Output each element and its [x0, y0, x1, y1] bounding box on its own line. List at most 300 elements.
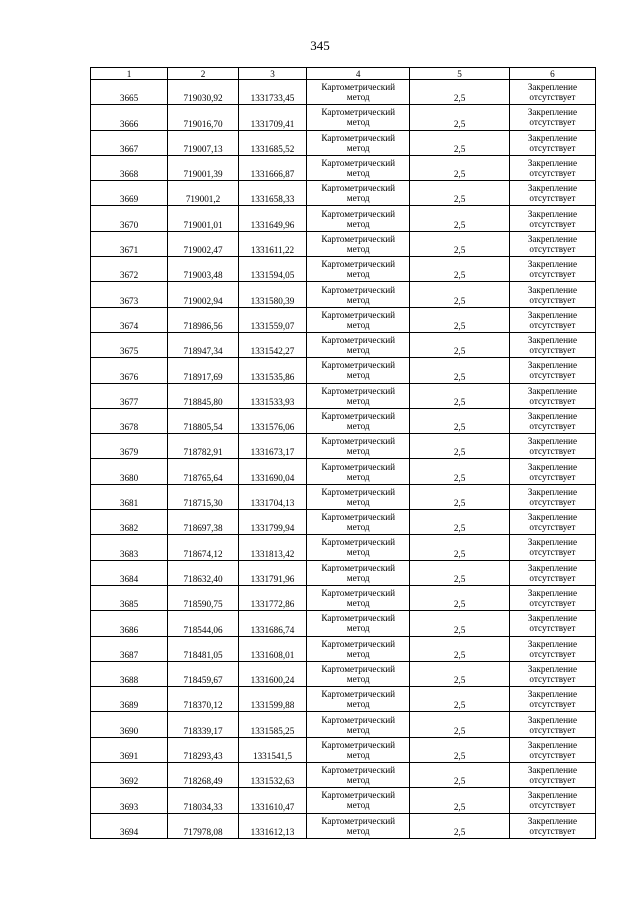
x-coordinate-cell: 718986,56	[168, 307, 239, 332]
y-coordinate-cell: 1331690,04	[239, 459, 307, 484]
x-coordinate-cell: 718544,06	[168, 611, 239, 636]
table-row	[91, 611, 596, 636]
x-coordinate-cell: 719003,48	[168, 257, 239, 282]
table-row	[91, 231, 596, 256]
method-cell	[306, 358, 409, 383]
x-coordinate-cell: 719001,01	[168, 206, 239, 231]
x-coordinate-cell: 718697,38	[168, 510, 239, 535]
fixing-cell	[509, 712, 595, 737]
method-cell	[306, 459, 409, 484]
table-row	[91, 737, 596, 762]
method-cell	[306, 611, 409, 636]
method-line: Картометрический	[321, 739, 396, 750]
fixing-cell	[509, 585, 595, 610]
fixing-line: отсутствует	[529, 724, 576, 735]
method-cell	[306, 231, 409, 256]
fixing-line: отсутствует	[529, 572, 576, 583]
x-coordinate-cell: 718481,05	[168, 636, 239, 661]
method-line: Картометрический	[321, 663, 396, 674]
method-line: Картометрический	[321, 815, 396, 826]
y-coordinate-cell: 1331649,96	[239, 206, 307, 231]
fixing-line: отсутствует	[529, 294, 576, 305]
method-line: метод	[346, 724, 370, 735]
accuracy-cell: 2,5	[410, 712, 509, 737]
table-row	[91, 383, 596, 408]
point-number-cell: 3691	[91, 737, 168, 762]
method-line: метод	[346, 648, 370, 659]
table-row	[91, 560, 596, 585]
table-row	[91, 257, 596, 282]
point-number-cell: 3680	[91, 459, 168, 484]
column-header: 2	[168, 68, 239, 80]
y-coordinate-cell: 1331658,33	[239, 181, 307, 206]
point-number-cell: 3690	[91, 712, 168, 737]
fixing-line: Закрепление	[527, 765, 578, 776]
fixing-line: отсутствует	[529, 345, 576, 356]
table-row	[91, 484, 596, 509]
fixing-line: отсутствует	[529, 673, 576, 684]
y-coordinate-cell: 1331559,07	[239, 307, 307, 332]
x-coordinate-cell: 718782,91	[168, 434, 239, 459]
method-line: Картометрический	[321, 82, 396, 93]
fixing-line: Закрепление	[527, 360, 578, 371]
point-number-cell: 3665	[91, 80, 168, 105]
x-coordinate-cell: 718632,40	[168, 560, 239, 585]
column-header: 5	[410, 68, 509, 80]
method-cell	[306, 560, 409, 585]
point-number-cell: 3666	[91, 105, 168, 130]
method-line: метод	[346, 294, 370, 305]
method-line: метод	[346, 598, 370, 609]
x-coordinate-cell: 719001,2	[168, 181, 239, 206]
fixing-line: Закрепление	[527, 82, 578, 93]
fixing-line: отсутствует	[529, 395, 576, 406]
fixing-line: отсутствует	[529, 92, 576, 103]
point-number-cell: 3673	[91, 282, 168, 307]
point-number-cell: 3681	[91, 484, 168, 509]
point-number-cell: 3667	[91, 130, 168, 155]
accuracy-cell: 2,5	[410, 737, 509, 762]
accuracy-cell: 2,5	[410, 611, 509, 636]
method-line: Картометрический	[321, 512, 396, 523]
method-cell	[306, 434, 409, 459]
point-number-cell: 3676	[91, 358, 168, 383]
accuracy-cell: 2,5	[410, 155, 509, 180]
y-coordinate-cell: 1331772,86	[239, 585, 307, 610]
method-line: метод	[346, 547, 370, 558]
fixing-line: Закрепление	[527, 208, 578, 219]
point-number-cell: 3671	[91, 231, 168, 256]
x-coordinate-cell: 719001,39	[168, 155, 239, 180]
accuracy-cell: 2,5	[410, 408, 509, 433]
x-coordinate-cell: 718293,43	[168, 737, 239, 762]
fixing-cell	[509, 408, 595, 433]
point-number-cell: 3692	[91, 763, 168, 788]
method-line: Картометрический	[321, 638, 396, 649]
x-coordinate-cell: 718590,75	[168, 585, 239, 610]
fixing-cell	[509, 763, 595, 788]
method-line: Картометрический	[321, 436, 396, 447]
fixing-cell	[509, 332, 595, 357]
y-coordinate-cell: 1331532,63	[239, 763, 307, 788]
method-cell	[306, 510, 409, 535]
y-coordinate-cell: 1331580,39	[239, 282, 307, 307]
fixing-line: Закрепление	[527, 335, 578, 346]
y-coordinate-cell: 1331686,74	[239, 611, 307, 636]
method-cell	[306, 763, 409, 788]
fixing-line: Закрепление	[527, 638, 578, 649]
accuracy-cell: 2,5	[410, 484, 509, 509]
fixing-cell	[509, 535, 595, 560]
point-number-cell: 3685	[91, 585, 168, 610]
y-coordinate-cell: 1331594,05	[239, 257, 307, 282]
method-cell	[306, 257, 409, 282]
method-line: Картометрический	[321, 461, 396, 472]
method-line: метод	[346, 218, 370, 229]
point-number-cell: 3679	[91, 434, 168, 459]
fixing-line: отсутствует	[529, 598, 576, 609]
x-coordinate-cell: 718674,12	[168, 535, 239, 560]
fixing-line: отсутствует	[529, 471, 576, 482]
fixing-line: Закрепление	[527, 790, 578, 801]
method-line: метод	[346, 673, 370, 684]
fixing-line: отсутствует	[529, 775, 576, 786]
accuracy-cell: 2,5	[410, 560, 509, 585]
method-line: Картометрический	[321, 562, 396, 573]
method-cell	[306, 737, 409, 762]
method-line: Картометрический	[321, 208, 396, 219]
method-line: Картометрический	[321, 689, 396, 700]
fixing-line: Закрепление	[527, 663, 578, 674]
accuracy-cell: 2,5	[410, 763, 509, 788]
method-line: метод	[346, 168, 370, 179]
table-row	[91, 585, 596, 610]
y-coordinate-cell: 1331576,06	[239, 408, 307, 433]
x-coordinate-cell: 718805,54	[168, 408, 239, 433]
method-line: метод	[346, 775, 370, 786]
method-line: Картометрический	[321, 486, 396, 497]
fixing-line: Закрепление	[527, 613, 578, 624]
method-line: Картометрический	[321, 233, 396, 244]
y-coordinate-cell: 1331612,13	[239, 813, 307, 838]
fixing-cell	[509, 687, 595, 712]
accuracy-cell: 2,5	[410, 459, 509, 484]
fixing-line: Закрепление	[527, 132, 578, 143]
y-coordinate-cell: 1331791,96	[239, 560, 307, 585]
fixing-line: Закрепление	[527, 259, 578, 270]
column-header: 6	[509, 68, 595, 80]
point-number-cell: 3684	[91, 560, 168, 585]
y-coordinate-cell: 1331533,93	[239, 383, 307, 408]
fixing-cell	[509, 788, 595, 813]
fixing-line: отсутствует	[529, 446, 576, 457]
method-cell	[306, 661, 409, 686]
accuracy-cell: 2,5	[410, 206, 509, 231]
fixing-line: Закрепление	[527, 411, 578, 421]
method-cell	[306, 687, 409, 712]
method-line: метод	[346, 117, 370, 128]
table-row	[91, 408, 596, 433]
fixing-line: Закрепление	[527, 284, 578, 295]
method-cell	[306, 206, 409, 231]
method-line: Картометрический	[321, 284, 396, 295]
accuracy-cell: 2,5	[410, 257, 509, 282]
method-line: метод	[346, 142, 370, 153]
x-coordinate-cell: 718917,69	[168, 358, 239, 383]
method-line: Картометрический	[321, 714, 396, 725]
method-line: метод	[346, 319, 370, 330]
accuracy-cell: 2,5	[410, 661, 509, 686]
method-cell	[306, 181, 409, 206]
method-line: метод	[346, 699, 370, 710]
point-number-cell: 3694	[91, 813, 168, 838]
x-coordinate-cell: 718370,12	[168, 687, 239, 712]
x-coordinate-cell: 718034,33	[168, 788, 239, 813]
point-number-cell: 3668	[91, 155, 168, 180]
fixing-line: отсутствует	[529, 168, 576, 179]
y-coordinate-cell: 1331535,86	[239, 358, 307, 383]
table-row	[91, 788, 596, 813]
table-row	[91, 181, 596, 206]
fixing-cell	[509, 206, 595, 231]
point-number-cell: 3686	[91, 611, 168, 636]
table-row	[91, 636, 596, 661]
table-row	[91, 307, 596, 332]
fixing-line: Закрепление	[527, 512, 578, 523]
fixing-cell	[509, 105, 595, 130]
fixing-cell	[509, 737, 595, 762]
method-line: метод	[346, 623, 370, 634]
y-coordinate-cell: 1331685,52	[239, 130, 307, 155]
column-header: 4	[306, 68, 409, 80]
method-line: метод	[346, 243, 370, 254]
fixing-line: Закрепление	[527, 436, 578, 447]
method-line: Картометрический	[321, 107, 396, 118]
method-line: метод	[346, 421, 370, 431]
fixing-cell	[509, 661, 595, 686]
fixing-cell	[509, 383, 595, 408]
accuracy-cell: 2,5	[410, 231, 509, 256]
table-row	[91, 763, 596, 788]
y-coordinate-cell: 1331608,01	[239, 636, 307, 661]
table-header-row	[91, 68, 596, 80]
x-coordinate-cell: 718947,34	[168, 332, 239, 357]
fixing-line: Закрепление	[527, 107, 578, 118]
point-number-cell: 3674	[91, 307, 168, 332]
page-number: 345	[310, 38, 330, 53]
fixing-cell	[509, 257, 595, 282]
method-cell	[306, 383, 409, 408]
fixing-line: отсутствует	[529, 117, 576, 128]
method-line: метод	[346, 471, 370, 482]
column-header: 1	[91, 68, 168, 80]
accuracy-cell: 2,5	[410, 636, 509, 661]
method-cell	[306, 813, 409, 838]
method-cell	[306, 408, 409, 433]
x-coordinate-cell: 719002,47	[168, 231, 239, 256]
method-line: Картометрический	[321, 765, 396, 776]
accuracy-cell: 2,5	[410, 687, 509, 712]
fixing-line: отсутствует	[529, 370, 576, 381]
table-row	[91, 282, 596, 307]
point-number-cell: 3670	[91, 206, 168, 231]
fixing-line: Закрепление	[527, 233, 578, 244]
y-coordinate-cell: 1331666,87	[239, 155, 307, 180]
point-number-cell: 3683	[91, 535, 168, 560]
fixing-line: отсутствует	[529, 269, 576, 280]
method-line: Картометрический	[321, 588, 396, 599]
method-line: метод	[346, 825, 370, 836]
y-coordinate-cell: 1331585,25	[239, 712, 307, 737]
accuracy-cell: 2,5	[410, 434, 509, 459]
point-number-cell: 3687	[91, 636, 168, 661]
point-number-cell: 3669	[91, 181, 168, 206]
fixing-line: отсутствует	[529, 547, 576, 558]
fixing-cell	[509, 636, 595, 661]
x-coordinate-cell: 718845,80	[168, 383, 239, 408]
y-coordinate-cell: 1331799,94	[239, 510, 307, 535]
table-row	[91, 535, 596, 560]
method-line: Картометрический	[321, 183, 396, 194]
fixing-line: отсутствует	[529, 522, 576, 533]
y-coordinate-cell: 1331542,27	[239, 332, 307, 357]
table-row	[91, 332, 596, 357]
method-line: метод	[346, 193, 370, 204]
method-line: Картометрический	[321, 132, 396, 143]
accuracy-cell: 2,5	[410, 307, 509, 332]
accuracy-cell: 2,5	[410, 130, 509, 155]
point-number-cell: 3688	[91, 661, 168, 686]
point-number-cell: 3678	[91, 408, 168, 433]
method-cell	[306, 484, 409, 509]
method-line: Картометрический	[321, 613, 396, 624]
method-line: метод	[346, 522, 370, 533]
method-cell	[306, 130, 409, 155]
x-coordinate-cell: 718339,17	[168, 712, 239, 737]
accuracy-cell: 2,5	[410, 181, 509, 206]
y-coordinate-cell: 1331611,22	[239, 231, 307, 256]
fixing-line: Закрепление	[527, 309, 578, 320]
fixing-cell	[509, 358, 595, 383]
method-cell	[306, 80, 409, 105]
method-line: метод	[346, 446, 370, 457]
fixing-line: отсутствует	[529, 319, 576, 330]
point-number-cell: 3672	[91, 257, 168, 282]
fixing-cell	[509, 434, 595, 459]
method-line: Картометрический	[321, 335, 396, 346]
table-row	[91, 358, 596, 383]
fixing-cell	[509, 813, 595, 838]
method-cell	[306, 585, 409, 610]
method-line: метод	[346, 800, 370, 811]
fixing-line: Закрепление	[527, 714, 578, 725]
x-coordinate-cell: 717978,08	[168, 813, 239, 838]
fixing-line: отсутствует	[529, 218, 576, 229]
fixing-line: Закрепление	[527, 486, 578, 497]
fixing-line: Закрепление	[527, 158, 578, 169]
fixing-line: Закрепление	[527, 537, 578, 548]
x-coordinate-cell: 718715,30	[168, 484, 239, 509]
fixing-line: Закрепление	[527, 588, 578, 599]
fixing-cell	[509, 510, 595, 535]
method-cell	[306, 307, 409, 332]
method-cell	[306, 788, 409, 813]
x-coordinate-cell: 718765,64	[168, 459, 239, 484]
table-row	[91, 80, 596, 105]
table-row	[91, 130, 596, 155]
fixing-line: Закрепление	[527, 739, 578, 750]
accuracy-cell: 2,5	[410, 332, 509, 357]
fixing-line: отсутствует	[529, 623, 576, 634]
fixing-cell	[509, 307, 595, 332]
method-line: метод	[346, 395, 370, 406]
fixing-line: отсутствует	[529, 496, 576, 507]
fixing-cell	[509, 611, 595, 636]
accuracy-cell: 2,5	[410, 358, 509, 383]
table-row	[91, 105, 596, 130]
method-line: метод	[346, 496, 370, 507]
fixing-line: Закрепление	[527, 689, 578, 700]
point-number-cell: 3682	[91, 510, 168, 535]
method-cell	[306, 155, 409, 180]
method-cell	[306, 636, 409, 661]
method-line: метод	[346, 749, 370, 760]
column-header: 3	[239, 68, 307, 80]
fixing-cell	[509, 155, 595, 180]
method-cell	[306, 105, 409, 130]
accuracy-cell: 2,5	[410, 813, 509, 838]
fixing-line: Закрепление	[527, 815, 578, 826]
accuracy-cell: 2,5	[410, 535, 509, 560]
fixing-line: отсутствует	[529, 421, 576, 431]
fixing-line: отсутствует	[529, 749, 576, 760]
accuracy-cell: 2,5	[410, 80, 509, 105]
x-coordinate-cell: 719016,70	[168, 105, 239, 130]
method-cell	[306, 535, 409, 560]
method-line: метод	[346, 92, 370, 103]
method-line: метод	[346, 572, 370, 583]
fixing-line: отсутствует	[529, 142, 576, 153]
table-row	[91, 813, 596, 838]
table-row	[91, 712, 596, 737]
y-coordinate-cell: 1331600,24	[239, 661, 307, 686]
table-body	[91, 80, 596, 839]
x-coordinate-cell: 719007,13	[168, 130, 239, 155]
method-line: Картометрический	[321, 790, 396, 801]
method-line: Картометрический	[321, 360, 396, 371]
fixing-line: отсутствует	[529, 648, 576, 659]
fixing-cell	[509, 80, 595, 105]
method-cell	[306, 282, 409, 307]
fixing-line: отсутствует	[529, 193, 576, 204]
fixing-line: Закрепление	[527, 562, 578, 573]
y-coordinate-cell: 1331704,13	[239, 484, 307, 509]
method-line: Картометрический	[321, 411, 396, 421]
method-line: метод	[346, 370, 370, 381]
accuracy-cell: 2,5	[410, 510, 509, 535]
coordinates-table	[90, 67, 596, 839]
method-line: метод	[346, 345, 370, 356]
table-row	[91, 459, 596, 484]
method-line: Картометрический	[321, 259, 396, 270]
method-line: Картометрический	[321, 385, 396, 396]
fixing-line: отсутствует	[529, 699, 576, 710]
method-line: Картометрический	[321, 537, 396, 548]
method-line: Картометрический	[321, 158, 396, 169]
accuracy-cell: 2,5	[410, 585, 509, 610]
y-coordinate-cell: 1331709,41	[239, 105, 307, 130]
table-row	[91, 155, 596, 180]
